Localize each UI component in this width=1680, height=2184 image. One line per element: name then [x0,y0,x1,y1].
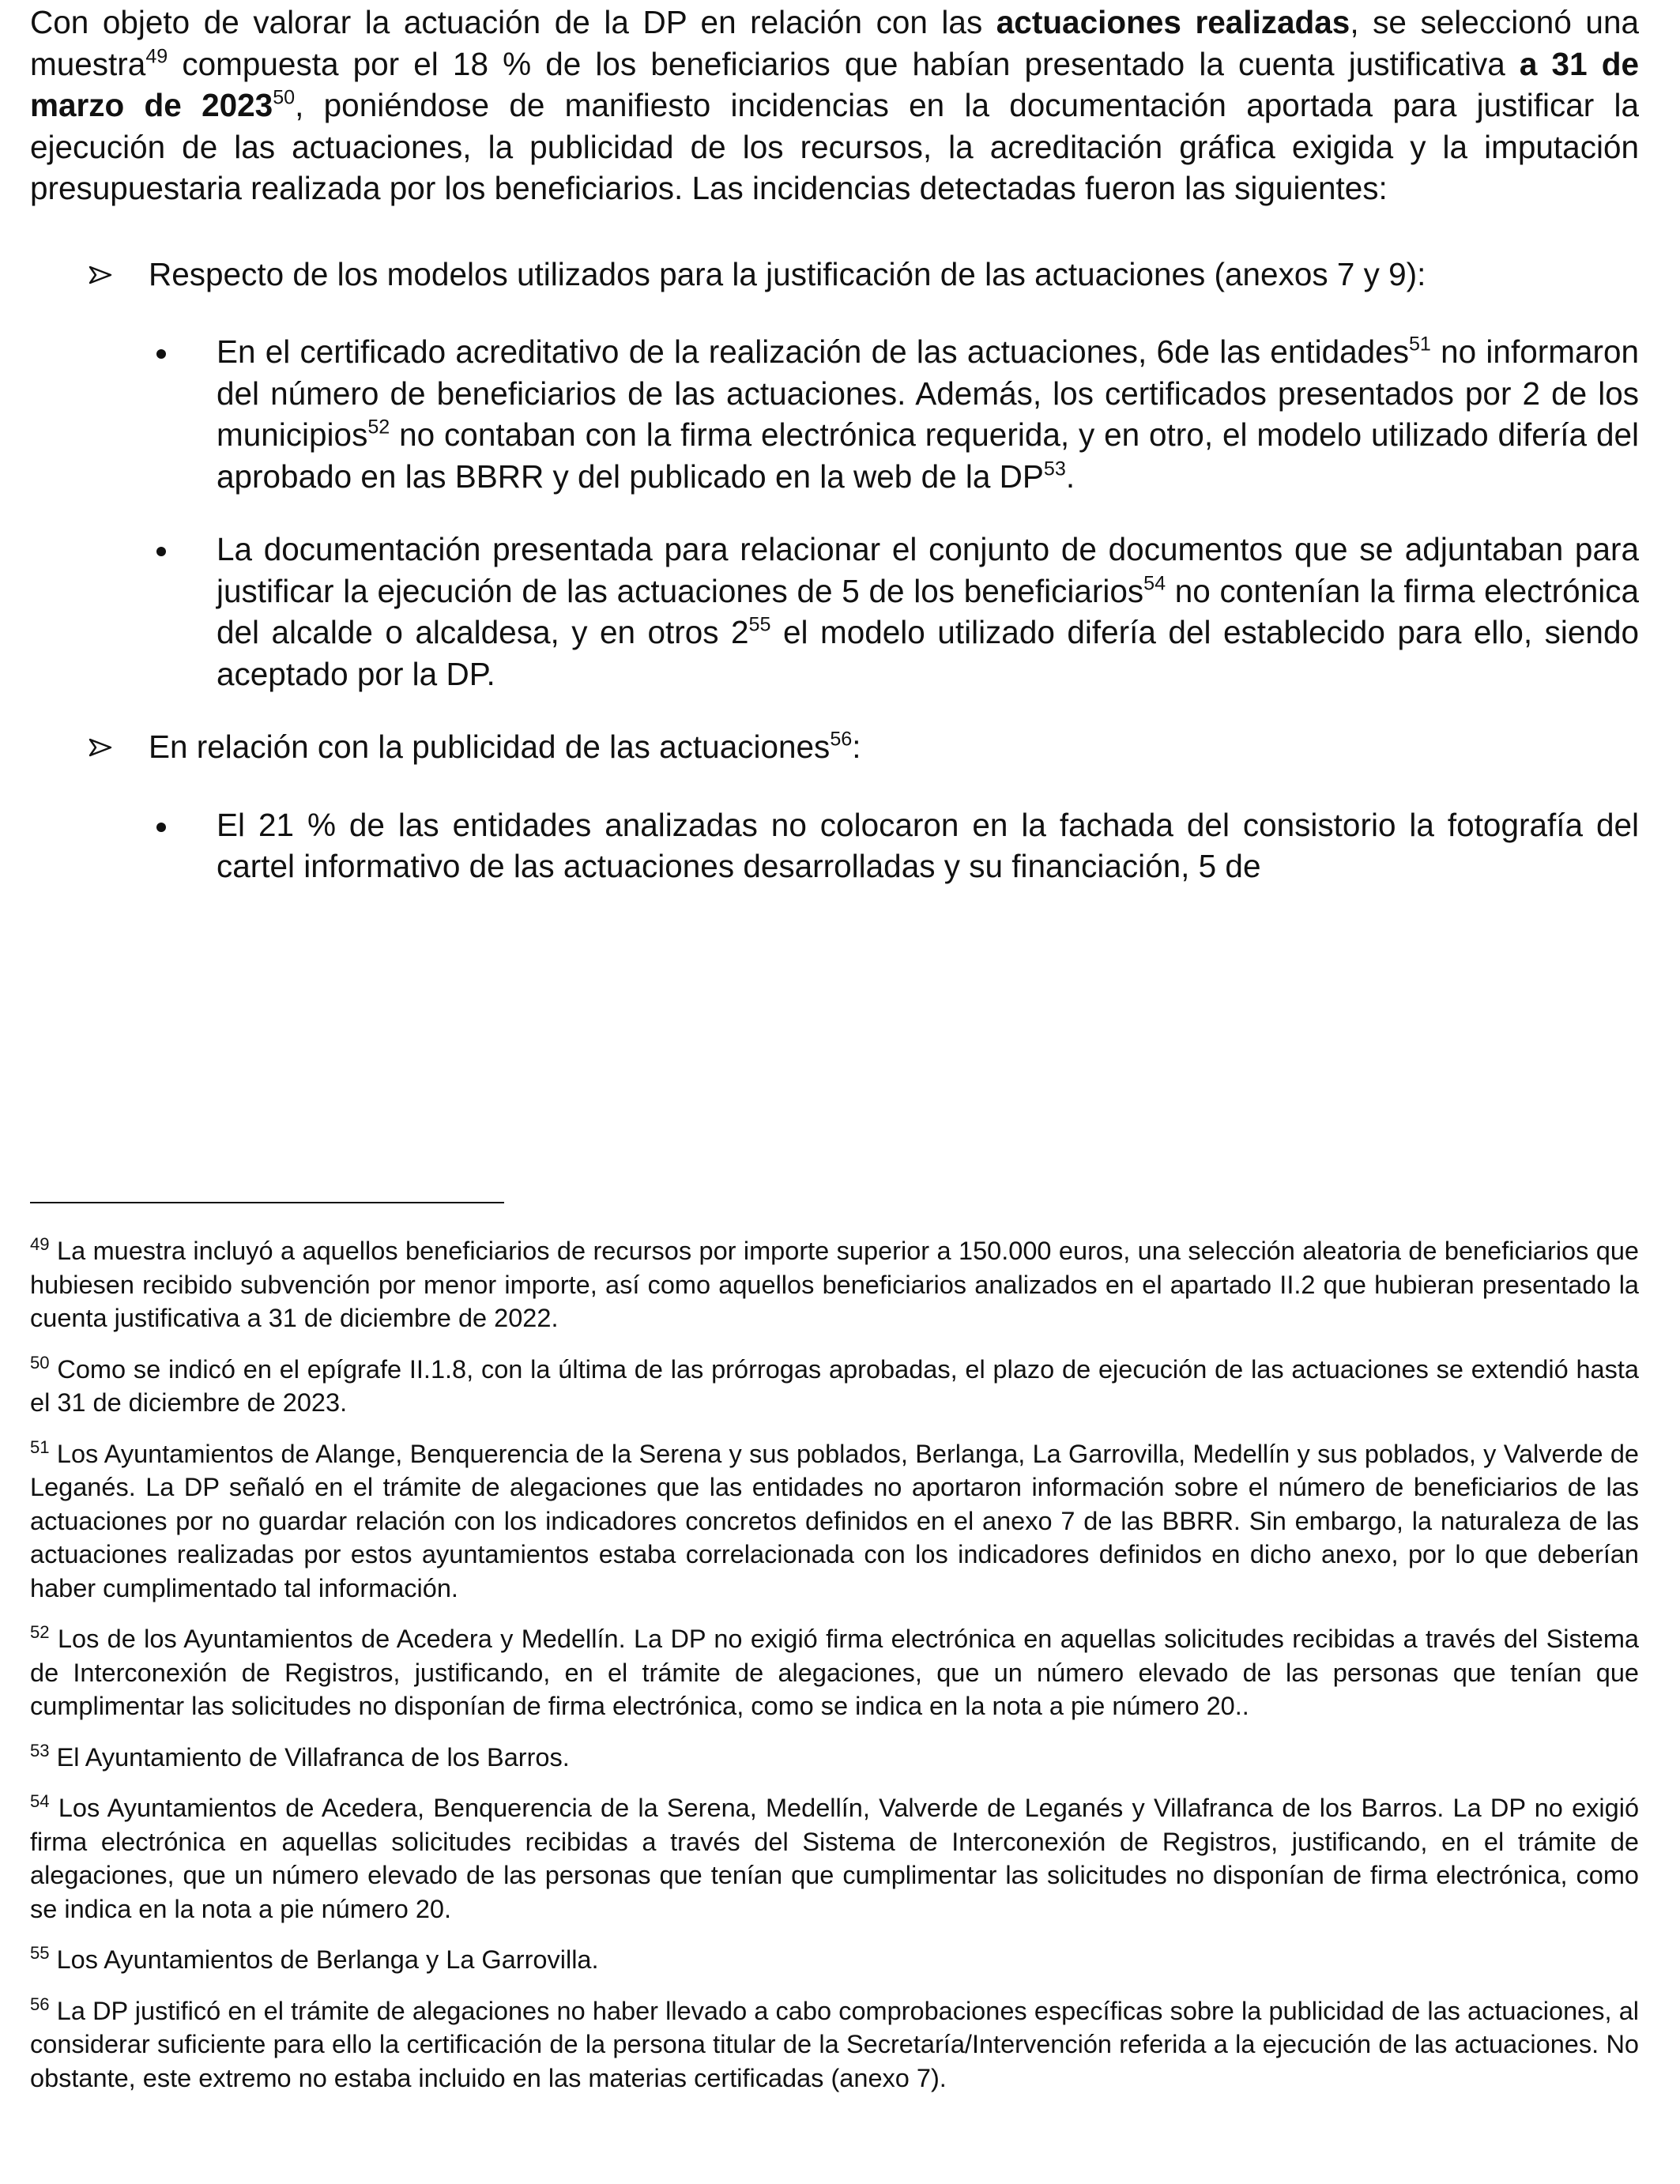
footnote-number: 53 [30,1740,50,1760]
bullet-text: En el certificado acreditativo de la realización de las actuaciones, 6de las entidades [217,333,1409,370]
footnote-text: El Ayuntamiento de Villafranca de los Barros. [56,1742,570,1772]
bullet-dot-icon [156,349,166,359]
footnote-text: La muestra incluyó a aquellos beneficiarios de recursos por importe superior a 150.000 euros, una selección aleatoria de beneficiarios que hubiesen recibido subvención por menor importe, así como aquellos beneficiarios analizados en el apartado II.2 que hubieran presentado la cuenta justificativa a 31 de diciembre de 2022. [30,1237,1640,1332]
section-1-heading: Respecto de los modelos utilizados para la justificación de las actuaciones (anexos 7 y 9): [149,255,1426,292]
section-2-item [30,726,1639,768]
footnote-ref-49[interactable]: 49 [145,44,168,67]
intro-text-2: , se seleccionó una muestra [30,4,1639,82]
bullet-dot-icon [156,823,166,832]
section-2-bullet-1 [30,804,1639,887]
footnote-51 [30,1437,1639,1606]
intro-text-3: compuesta por el 18 % de los beneficiarios que habían presentado la cuenta justificativa [168,45,1520,82]
footnote-number: 50 [30,1352,50,1373]
footnote-text: La DP justificó en el trámite de alegaciones no haber llevado a cabo comprobaciones específicas sobre la publicidad de las actuaciones, al considerar suficiente para ello la certificación de la persona titular de la Secretaría/Intervención referida a la ejecución de las actuaciones. No obstante, este extremo no estaba incluido en las materias certificadas (anexo 7). [30,1996,1639,2092]
footnote-text: Los de los Ayuntamientos de Acedera y Medellín. La DP no exigió firma electrónica en aquellas solicitudes recibidas a través del Sistema de Interconexión de Registros, justificando, en el trámite de alegaciones, que un número elevado de las personas que tenían que cumplimentar las solicitudes no disponían de firma electrónica, como se indica en la nota a pie número 20.. [30,1625,1639,1720]
footnote-ref-54[interactable]: 54 [1143,571,1166,594]
footnote-text: Los Ayuntamientos de Berlanga y La Garrovilla. [56,1945,599,1974]
footnote-number: 56 [30,1994,50,2014]
footnote-ref-53[interactable]: 53 [1043,457,1066,480]
bullet-text: La documentación presentada para relacionar el conjunto de documentos que se adjuntaban para justificar la ejecución de las actuaciones de 5 de los beneficiarios [217,531,1639,609]
footnote-52 [30,1622,1639,1723]
footnote-text: Los Ayuntamientos de Alange, Benquerencia de la Serena y sus poblados, Berlanga, La Garrovilla, Medellín y sus poblados, y Valverde de Leganés. La DP señaló en el trámite de alegaciones que las entidades no aportaron información sobre el número de beneficiarios de las actuaciones por no guardar relación con los indicadores concretos definidos en el anexo 7 de las BBRR. Sin embargo, la naturaleza de las actuaciones realizadas por estos ayuntamientos estaba correlacionada con los indicadores definidos en dicho anexo, por lo que deberían haber cumplimentado tal información. [30,1439,1639,1602]
footnotes [30,1234,1639,2112]
footnote-ref-52[interactable]: 52 [367,416,390,439]
footnote-ref-55[interactable]: 55 [748,613,771,636]
footnote-text: Como se indicó en el epígrafe II.1.8, con la última de las prórrogas aprobadas, el plazo de ejecución de las actuaciones se extendió hasta el 31 de diciembre de 2023. [30,1354,1639,1417]
intro-text-1: Con objeto de valorar la actuación de la DP en relación con las [30,4,996,40]
footnote-53 [30,1741,1639,1775]
arrow-bullet-icon [89,726,112,757]
bullet-text: no informaron del número de beneficiarios de las actuaciones. Además, los certificados presentados por 2 de los municipios [217,333,1640,453]
bullet-text: no contaban con la firma electrónica requerida, y en otro, el modelo utilizado difería del aprobado en las BBRR y del publicado en la web de la DP [217,416,1639,495]
bullet-dot-icon [156,547,166,556]
section-1-bullet-2 [30,529,1639,695]
section-1-bullet-2-text [217,529,1639,695]
footnote-ref-50[interactable]: 50 [273,86,296,109]
footnote-number: 49 [30,1233,50,1254]
bullet-text: . [1065,458,1075,495]
footnote-text: Los Ayuntamientos de Acedera, Benquerencia de la Serena, Medellín, Valverde de Leganés y Villafranca de los Barros. La DP no exigió firma electrónica en aquellas solicitudes recibidas a través del Sistema de Interconexión de Registros, justificando, en el trámite de alegaciones, que un número elevado de las personas que tenían que cumplimentar las solicitudes no disponían de firma electrónica, como se indica en la nota a pie número 20. [30,1794,1640,1923]
bullet-text: El 21 % de las entidades analizadas no colocaron en la fachada del consistorio la fotografía del cartel informativo de las actuaciones desarrolladas y su financiación, 5 de [217,806,1639,884]
section-2-bullet-1-text [217,804,1639,887]
footnote-55 [30,1943,1639,1977]
section-1-bullet-1 [30,331,1639,497]
footnote-49 [30,1234,1639,1335]
footnote-ref-51[interactable]: 51 [1408,333,1431,356]
section-1-item [30,254,1639,296]
footnote-number: 54 [30,1791,50,1811]
footnote-number: 52 [30,1621,50,1642]
arrow-bullet-icon [89,254,112,284]
section-2-heading: En relación con la publicidad de las actuaciones [149,729,831,765]
section-1-bullet-1-text [217,331,1639,497]
bullet-text: no contenían la firma electrónica del alcalde o alcaldesa, y en otros 2 [217,572,1639,650]
bullet-text: el modelo utilizado difería del establecido para ello, siendo aceptado por la DP. [217,614,1639,692]
footnote-number: 55 [30,1942,50,1963]
section-2-heading-end: : [852,729,861,765]
intro-bold-date: a 31 de marzo de 2023 [30,45,1639,123]
footnote-50 [30,1353,1639,1420]
document-page [30,0,1639,887]
intro-paragraph [30,2,1639,209]
intro-text-4: , poniéndose de manifiesto incidencias en la documentación aportada para justificar la ejecución de las actuaciones, la publicidad de los recursos, la acreditación gráfica exigida y la imputación presupuestaria realizada por los beneficiarios. Las incidencias detectadas fueron las siguientes: [30,87,1639,206]
footnote-56 [30,1994,1639,2096]
footnote-number: 51 [30,1437,50,1457]
footnote-ref-56[interactable]: 56 [830,728,853,751]
intro-bold-actuaciones: actuaciones realizadas [996,4,1350,40]
footnote-54 [30,1791,1639,1926]
footnote-separator [30,1202,504,1203]
